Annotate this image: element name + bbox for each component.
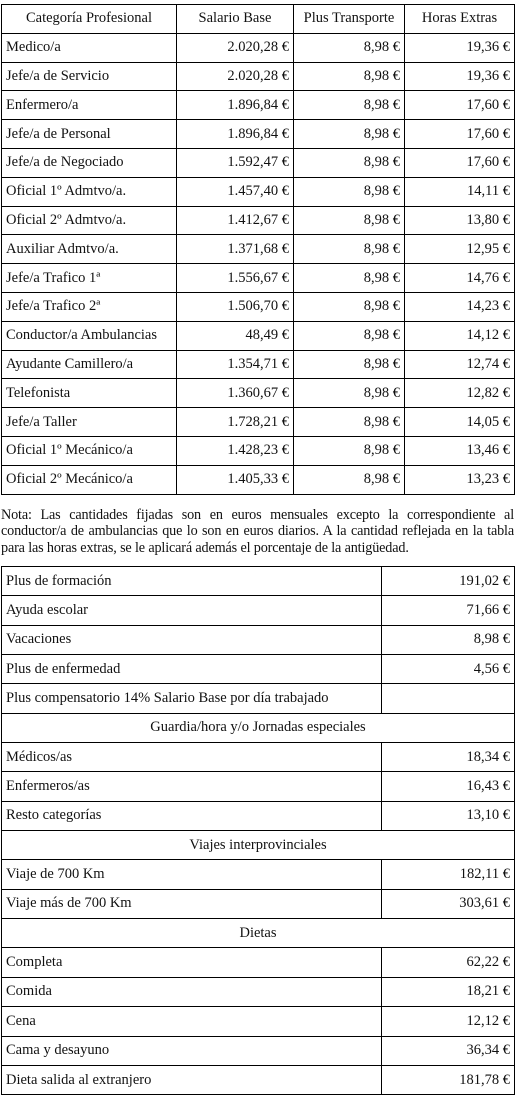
plus-transporte-cell: 8,98 € [294,235,405,264]
concept-label: Médicos/as [2,743,382,772]
table-row [2,62,515,91]
table-row [2,436,515,465]
table-row [2,743,515,772]
concept-label: Plus de formación [2,567,382,596]
table-row [2,350,515,379]
table-row [2,1065,515,1094]
table-row [2,177,515,206]
concept-label: Resto categorías [2,801,382,830]
salario-base-cell: 1.896,84 € [177,120,294,149]
salary-header-row [2,5,515,34]
plus-transporte-cell: 8,98 € [294,264,405,293]
concept-label: Viaje de 700 Km [2,860,382,889]
table-row [2,772,515,801]
salario-base-cell: 1.360,67 € [177,379,294,408]
salario-base-cell: 2.020,28 € [177,33,294,62]
table-row [2,379,515,408]
header-plus-transporte: Plus Transporte [294,5,405,34]
horas-extras-cell: 14,05 € [405,408,515,437]
horas-extras-cell: 17,60 € [405,91,515,120]
categoria-cell: Enfermero/a [2,91,177,120]
horas-extras-cell: 13,46 € [405,436,515,465]
table-row [2,684,515,713]
salary-table-body [2,33,515,494]
section-header-row [2,919,515,948]
table-row [2,206,515,235]
table-row [2,596,515,625]
table-row [2,408,515,437]
table-row [2,567,515,596]
header-horas-extras: Horas Extras [405,5,515,34]
table-row [2,1007,515,1036]
categoria-cell: Oficial 2º Mecánico/a [2,465,177,494]
categoria-cell: Oficial 2º Admtvo/a. [2,206,177,235]
table-row [2,655,515,684]
salario-base-cell: 1.896,84 € [177,91,294,120]
horas-extras-cell: 19,36 € [405,62,515,91]
extras-table-body [2,567,515,1095]
concept-label: Cena [2,1007,382,1036]
concept-value: 13,10 € [382,801,515,830]
plus-transporte-cell: 8,98 € [294,62,405,91]
table-row [2,235,515,264]
plus-transporte-cell: 8,98 € [294,91,405,120]
table-row [2,292,515,321]
extras-table [1,566,515,1095]
salario-base-cell: 1.457,40 € [177,177,294,206]
table-row [2,321,515,350]
table-row [2,948,515,977]
categoria-cell: Conductor/a Ambulancias [2,321,177,350]
salario-base-cell: 1.506,70 € [177,292,294,321]
salario-base-cell: 2.020,28 € [177,62,294,91]
plus-transporte-cell: 8,98 € [294,465,405,494]
table-row [2,91,515,120]
salario-base-cell: 1.728,21 € [177,408,294,437]
table-row [2,33,515,62]
concept-value: 303,61 € [382,889,515,918]
table-row [2,1036,515,1065]
section-title: Guardia/hora y/o Jornadas especiales [2,713,515,742]
concept-value: 4,56 € [382,655,515,684]
plus-transporte-cell: 8,98 € [294,350,405,379]
header-categoria: Categoría Profesional [2,5,177,34]
concept-value: 181,78 € [382,1065,515,1094]
concept-value: 36,34 € [382,1036,515,1065]
plus-transporte-cell: 8,98 € [294,379,405,408]
concept-value: 18,21 € [382,977,515,1006]
categoria-cell: Telefonista [2,379,177,408]
horas-extras-cell: 14,76 € [405,264,515,293]
salario-base-cell: 48,49 € [177,321,294,350]
plus-transporte-cell: 8,98 € [294,206,405,235]
concept-label: Cama y desayuno [2,1036,382,1065]
concept-label: Viaje más de 700 Km [2,889,382,918]
plus-transporte-cell: 8,98 € [294,177,405,206]
concept-value: 12,12 € [382,1007,515,1036]
categoria-cell: Jefe/a Taller [2,408,177,437]
table-row [2,860,515,889]
concept-value: 62,22 € [382,948,515,977]
categoria-cell: Oficial 1º Mecánico/a [2,436,177,465]
salario-base-cell: 1.412,67 € [177,206,294,235]
concept-label: Dieta salida al extranjero [2,1065,382,1094]
categoria-cell: Jefe/a de Negociado [2,148,177,177]
concept-label: Plus compensatorio 14% Salario Base por día trabajado [2,684,382,713]
header-salario-base: Salario Base [177,5,294,34]
concept-label: Completa [2,948,382,977]
plus-transporte-cell: 8,98 € [294,292,405,321]
horas-extras-cell: 17,60 € [405,148,515,177]
horas-extras-cell: 12,74 € [405,350,515,379]
horas-extras-cell: 13,80 € [405,206,515,235]
plus-transporte-cell: 8,98 € [294,408,405,437]
table-row [2,264,515,293]
salario-base-cell: 1.371,68 € [177,235,294,264]
horas-extras-cell: 14,11 € [405,177,515,206]
table-row [2,801,515,830]
concept-value [382,684,515,713]
horas-extras-cell: 12,95 € [405,235,515,264]
salario-base-cell: 1.556,67 € [177,264,294,293]
categoria-cell: Jefe/a de Servicio [2,62,177,91]
concept-value: 18,34 € [382,743,515,772]
concept-value: 16,43 € [382,772,515,801]
horas-extras-cell: 17,60 € [405,120,515,149]
plus-transporte-cell: 8,98 € [294,436,405,465]
concept-value: 71,66 € [382,596,515,625]
section-title: Viajes interprovinciales [2,831,515,860]
horas-extras-cell: 19,36 € [405,33,515,62]
section-header-row [2,713,515,742]
salario-base-cell: 1.354,71 € [177,350,294,379]
plus-transporte-cell: 8,98 € [294,33,405,62]
horas-extras-cell: 13,23 € [405,465,515,494]
concept-value: 191,02 € [382,567,515,596]
salario-base-cell: 1.592,47 € [177,148,294,177]
horas-extras-cell: 14,23 € [405,292,515,321]
plus-transporte-cell: 8,98 € [294,148,405,177]
table-row [2,465,515,494]
categoria-cell: Jefe/a de Personal [2,120,177,149]
plus-transporte-cell: 8,98 € [294,321,405,350]
concept-label: Vacaciones [2,625,382,654]
concept-label: Plus de enfermedad [2,655,382,684]
categoria-cell: Jefe/a Trafico 2ª [2,292,177,321]
categoria-cell: Medico/a [2,33,177,62]
table-row [2,625,515,654]
section-title: Dietas [2,919,515,948]
note-text: Nota: Las cantidades fijadas son en euros mensuales excepto la correspondiente al conductor/a de ambulancias que lo son en euros diarios. A la cantidad reflejada en la tabla para las horas extras, se le aplicará además el porcentaje de la antigüedad. [1,507,514,556]
categoria-cell: Oficial 1º Admtvo/a. [2,177,177,206]
section-header-row [2,831,515,860]
categoria-cell: Auxiliar Admtvo/a. [2,235,177,264]
table-row [2,889,515,918]
table-row [2,148,515,177]
categoria-cell: Ayudante Camillero/a [2,350,177,379]
concept-value: 182,11 € [382,860,515,889]
salario-base-cell: 1.428,23 € [177,436,294,465]
horas-extras-cell: 12,82 € [405,379,515,408]
salario-base-cell: 1.405,33 € [177,465,294,494]
horas-extras-cell: 14,12 € [405,321,515,350]
concept-label: Enfermeros/as [2,772,382,801]
salary-table [1,4,515,495]
table-row [2,120,515,149]
plus-transporte-cell: 8,98 € [294,120,405,149]
table-row [2,977,515,1006]
concept-value: 8,98 € [382,625,515,654]
concept-label: Comida [2,977,382,1006]
categoria-cell: Jefe/a Trafico 1ª [2,264,177,293]
concept-label: Ayuda escolar [2,596,382,625]
